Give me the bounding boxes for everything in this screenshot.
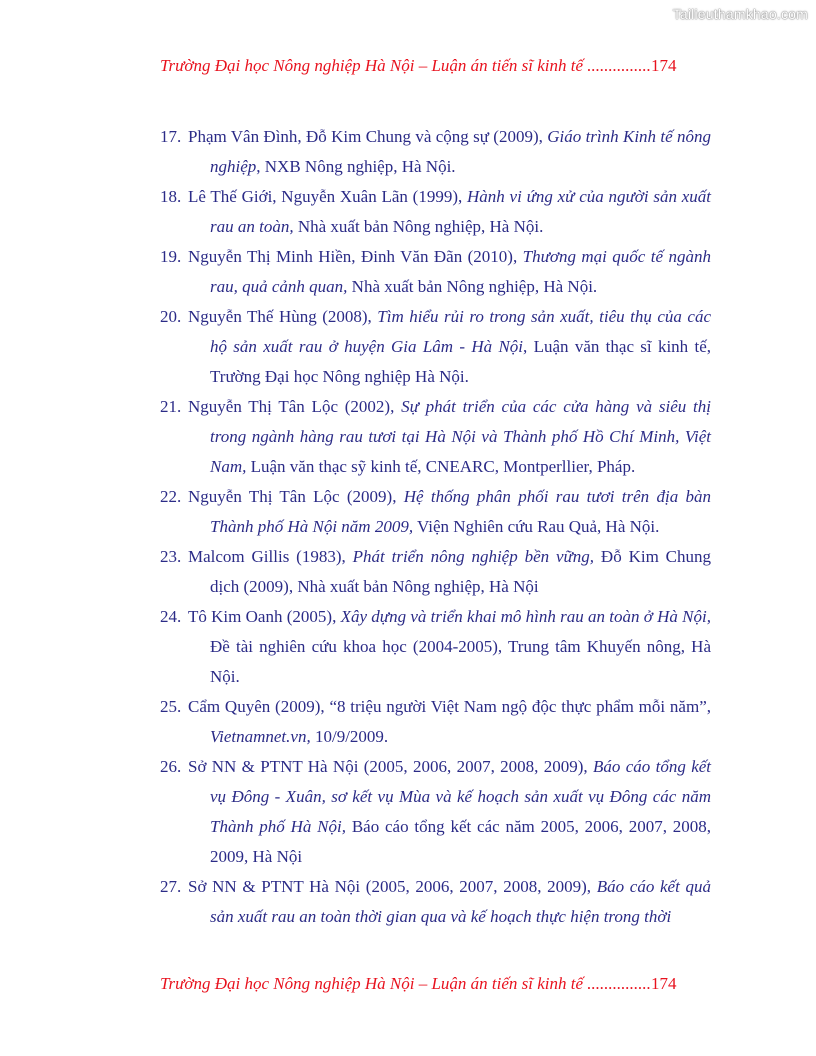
reference-number: 18. xyxy=(160,187,182,206)
reference-publisher: Luận văn thạc sỹ kinh tế, CNEARC, Montperllier, Pháp. xyxy=(246,457,636,476)
reference-item xyxy=(160,542,711,602)
page-footer xyxy=(160,974,700,994)
reference-title: Thương mại quốc tế ngành rau, quả cảnh quan, xyxy=(210,247,711,296)
reference-number: 20. xyxy=(160,307,182,326)
reference-authors: Sở NN & PTNT Hà Nội (2005, 2006, 2007, 2008, 2009), xyxy=(188,757,594,776)
reference-publisher: Nhà xuất bản Nông nghiệp, Hà Nội. xyxy=(347,277,598,296)
reference-number: 17. xyxy=(160,127,182,146)
reference-item xyxy=(160,302,711,392)
reference-item xyxy=(160,752,711,872)
reference-title: Phát triển nông nghiệp bền vững, xyxy=(352,547,595,566)
reference-publisher: Đề tài nghiên cứu khoa học (2004-2005), Trung tâm Khuyến nông, Hà Nội. xyxy=(210,637,711,686)
reference-title: Xây dựng và triển khai mô hình rau an toàn ở Hà Nội, xyxy=(340,607,711,626)
reference-number: 19. xyxy=(160,247,182,266)
reference-title: Tìm hiểu rủi ro trong sản xuất, tiêu thụ của các hộ sản xuất rau ở huyện Gia Lâm - Hà Nội xyxy=(210,307,711,356)
reference-publisher: Đỗ Kim Chung dịch (2009), Nhà xuất bản Nông nghiệp, Hà Nội xyxy=(210,547,712,596)
reference-title: Giáo trình Kinh tế nông nghiệp xyxy=(210,127,711,176)
reference-item xyxy=(160,482,711,542)
reference-item xyxy=(160,122,711,182)
reference-item xyxy=(160,182,711,242)
reference-title: Hệ thống phân phối rau tươi trên địa bàn Thành phố Hà Nội năm 2009, xyxy=(210,487,711,536)
reference-authors: Nguyễn Thị Tân Lộc (2002), xyxy=(188,397,402,416)
reference-item xyxy=(160,692,711,752)
reference-authors: Malcom Gillis (1983), xyxy=(188,547,353,566)
reference-item xyxy=(160,602,711,692)
reference-item xyxy=(160,242,711,302)
header-page-number: 174 xyxy=(651,56,677,75)
reference-number: 27. xyxy=(160,877,182,896)
reference-title: Hành vi ứng xử của người sản xuất rau an toàn, xyxy=(210,187,711,236)
reference-authors: Nguyễn Thị Minh Hiền, Đinh Văn Đãn (2010), xyxy=(188,247,523,266)
reference-publisher: , NXB Nông nghiệp, Hà Nội. xyxy=(256,157,456,176)
watermark: Tailieuthamkhao.com xyxy=(672,6,808,22)
reference-publisher: , Luận văn thạc sĩ kinh tế, Trường Đại học Nông nghiệp Hà Nội. xyxy=(210,337,711,386)
reference-authors: Nguyễn Thị Tân Lộc (2009), xyxy=(188,487,404,506)
reference-list xyxy=(160,122,711,932)
reference-publisher: 10/9/2009. xyxy=(310,727,389,746)
reference-number: 25. xyxy=(160,697,182,716)
footer-page-number: 174 xyxy=(651,974,677,993)
reference-authors: Phạm Vân Đình, Đỗ Kim Chung và cộng sự (2009), xyxy=(188,127,548,146)
reference-item xyxy=(160,392,711,482)
reference-authors: Lê Thế Giới, Nguyễn Xuân Lãn (1999), xyxy=(188,187,468,206)
reference-publisher: Viện Nghiên cứu Rau Quả, Hà Nội. xyxy=(413,517,660,536)
reference-number: 21. xyxy=(160,397,182,416)
reference-title: Báo cáo tổng kết vụ Đông - Xuân, sơ kết vụ Mùa và kế hoạch sản xuất vụ Đông các năm Thành phố Hà Nội, xyxy=(210,757,712,836)
reference-number: 26. xyxy=(160,757,182,776)
reference-publisher: Báo cáo tổng kết các năm 2005, 2006, 2007, 2008, 2009, Hà Nội xyxy=(210,817,712,866)
reference-authors: Tô Kim Oanh (2005), xyxy=(188,607,341,626)
page-header xyxy=(160,56,700,76)
reference-authors: Nguyễn Thế Hùng (2008), xyxy=(188,307,378,326)
reference-title: Vietnamnet.vn, xyxy=(210,727,311,746)
reference-authors: Sở NN & PTNT Hà Nội (2005, 2006, 2007, 2008, 2009), xyxy=(188,877,597,896)
reference-publisher: Nhà xuất bản Nông nghiệp, Hà Nội. xyxy=(293,217,544,236)
reference-title: Báo cáo kết quả sản xuất rau an toàn thời gian qua và kế hoạch thực hiện trong thời xyxy=(210,877,712,926)
footer-text: Trường Đại học Nông nghiệp Hà Nội – Luận án tiến sĩ kinh tế ............... xyxy=(160,974,652,993)
reference-authors: Cẩm Quyên (2009), “8 triệu người Việt Nam ngộ độc thực phẩm mỗi năm”, xyxy=(188,697,711,716)
reference-number: 24. xyxy=(160,607,182,626)
reference-item xyxy=(160,872,711,932)
reference-title: Sự phát triển của các cửa hàng và siêu thị trong ngành hàng rau tươi tại Hà Nội và Thành phố Hồ Chí Minh, Việt Nam, xyxy=(210,397,711,476)
reference-number: 23. xyxy=(160,547,182,566)
header-text: Trường Đại học Nông nghiệp Hà Nội – Luận án tiến sĩ kinh tế ............... xyxy=(160,56,652,75)
reference-number: 22. xyxy=(160,487,182,506)
